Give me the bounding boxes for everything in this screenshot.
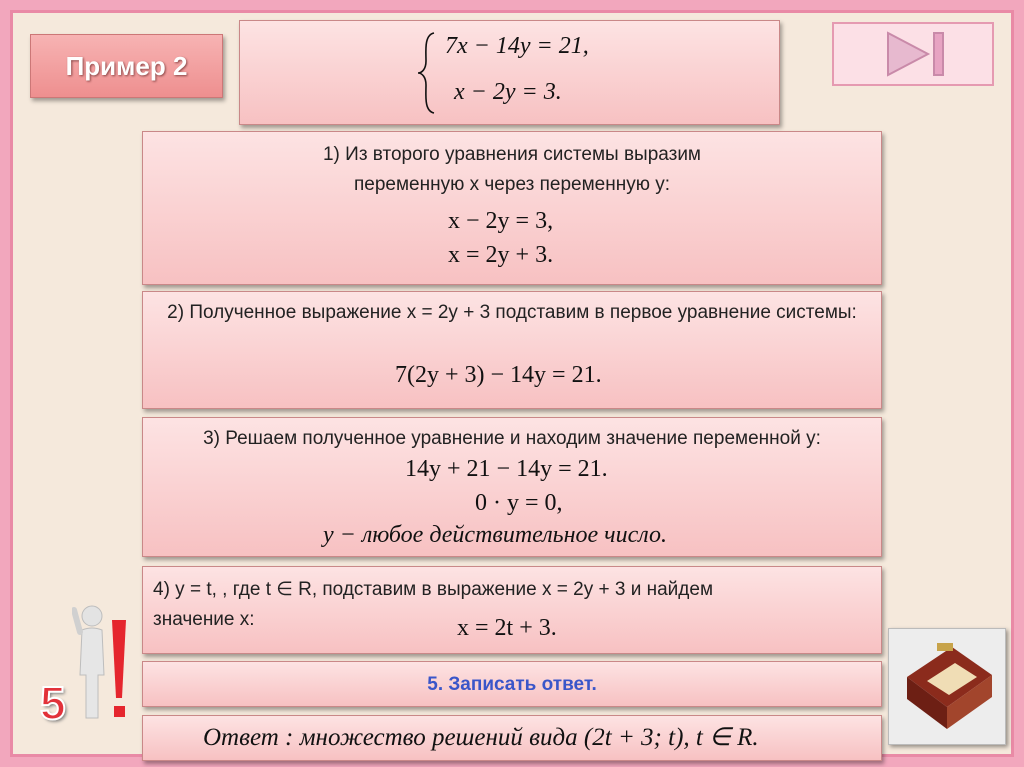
- suitcase-image: [888, 628, 1006, 745]
- step-1-math-1: x − 2y = 3,: [448, 208, 554, 234]
- answer-text: Ответ : множество решений вида (2t + 3; t), t ∈ R.: [203, 724, 759, 751]
- brace-icon: [416, 31, 438, 115]
- step-4-math-1: x = 2t + 3.: [457, 615, 557, 641]
- step-2-text: 2) Полученное выражение х = 2у + 3 подставим в первое уравнение системы:: [167, 302, 857, 323]
- step-3-card: [142, 417, 882, 557]
- step-1-card: [142, 131, 882, 285]
- system-eq-1: 7x − 14y = 21,: [445, 33, 589, 59]
- step-3-math-3: y − любое действительное число.: [323, 522, 668, 548]
- step-3-text: 3) Решаем полученное уравнение и находим значение переменной у:: [203, 428, 821, 449]
- example-label-box: [30, 34, 223, 98]
- play-next-icon: [884, 29, 954, 79]
- step-5-card: [142, 661, 882, 707]
- step-1-math-2: x = 2y + 3.: [448, 242, 554, 268]
- example-label: Пример 2: [65, 51, 188, 81]
- side-number: 5: [40, 677, 66, 729]
- step-3-math-2: 0 · y = 0,: [475, 490, 563, 516]
- suitcase-icon: [897, 637, 997, 737]
- step-1-text: 1) Из второго уравнения системы выразим переменную х через переменную у:: [322, 144, 701, 195]
- step-2-math-1: 7(2y + 3) − 14y = 21.: [395, 362, 602, 388]
- step-4-card: [142, 566, 882, 654]
- step-5-text: 5. Записать ответ.: [427, 674, 597, 695]
- step-2-card: [142, 291, 882, 409]
- system-eq-2: x − 2y = 3.: [454, 79, 562, 105]
- answer-card: [142, 715, 882, 761]
- next-slide-button[interactable]: [832, 22, 994, 86]
- system-card: [239, 20, 780, 125]
- exclamation-figure-icon: [72, 600, 132, 730]
- step-4-text: 4) у = t, , где t ∈ R, подставим в выражение х = 2у + 3 и найдем значение х:: [153, 579, 714, 630]
- step-3-math-1: 14y + 21 − 14y = 21.: [405, 456, 608, 482]
